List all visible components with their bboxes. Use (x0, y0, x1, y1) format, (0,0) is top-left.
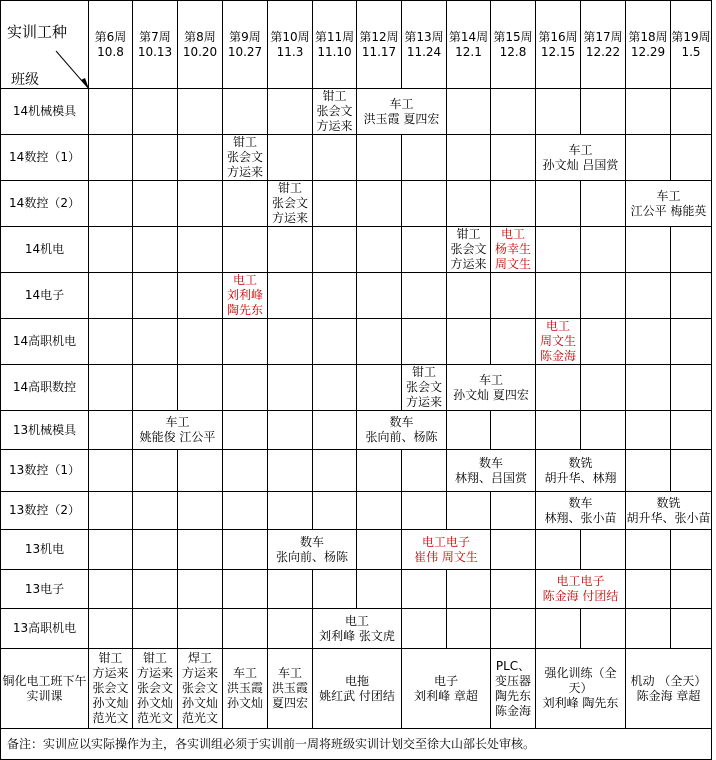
schedule-cell: 车工 江公平 梅能英 (626, 181, 712, 227)
corner-bottom-label: 班级 (11, 72, 39, 88)
table-row (1, 530, 712, 570)
class-name: 14电子 (1, 273, 89, 319)
table-row (1, 273, 712, 319)
week-date: 10.8 (97, 44, 124, 59)
week-header (357, 1, 402, 89)
header-row (1, 1, 712, 89)
week-label: 第18周 (628, 29, 668, 44)
schedule-cell: 电工 周文生 陈金海 (536, 319, 581, 365)
schedule-cell: 数车 张向前、杨陈 (268, 530, 357, 570)
schedule-cell: 焊工 方运来 张会文 孙文灿 范光文 (178, 649, 223, 729)
schedule-cell: 钳工 张会文 方运来 (447, 227, 491, 273)
afternoon-label: 铜化电工班下午实训课 (1, 649, 89, 729)
week-label: 第19周 (671, 29, 711, 44)
week-header (491, 1, 536, 89)
table-row (1, 609, 712, 649)
schedule-cell: 钳工 方运来 张会文 孙文灿 范光文 (133, 649, 178, 729)
week-label: 第8周 (184, 29, 216, 44)
schedule-cell: 钳工 张会文 方运来 (313, 89, 357, 135)
week-header (447, 1, 491, 89)
class-name: 13机械模具 (1, 411, 89, 450)
schedule-cell: 电工 杨幸生 周文生 (491, 227, 536, 273)
week-header (178, 1, 223, 89)
class-name: 13机电 (1, 530, 89, 570)
week-label: 第10周 (270, 29, 310, 44)
corner-top-label: 实训工种 (7, 23, 68, 41)
week-header (223, 1, 268, 89)
schedule-cell: 钳工 张会文 方运来 (268, 181, 313, 227)
schedule-cell: 数车 张向前、杨陈 (357, 411, 447, 450)
week-date: 12.1 (455, 44, 482, 59)
schedule-cell: 钳工 张会文 方运来 (402, 365, 447, 411)
week-date: 11.24 (406, 44, 442, 59)
class-name: 14高职机电 (1, 319, 89, 365)
note-row (1, 729, 712, 760)
schedule-cell: 钳工 方运来 张会文 孙文灿 范光文 (89, 649, 133, 729)
schedule-cell: 数车 林翔、吕国赏 (447, 450, 536, 492)
class-name: 14机电 (1, 227, 89, 273)
week-header (89, 1, 133, 89)
schedule-cell: 电拖 姚红武 付团结 (313, 649, 402, 729)
week-date: 10.20 (182, 44, 218, 59)
class-name: 13数控（1） (1, 450, 89, 492)
week-header (536, 1, 581, 89)
class-name: 14机械模具 (1, 89, 89, 135)
schedule-cell: 强化训练（全天） 刘利峰 陶先东 (536, 649, 626, 729)
schedule-cell: 数铣 胡升华、林翔 (536, 450, 626, 492)
week-header (581, 1, 626, 89)
week-header (626, 1, 671, 89)
note-text: 备注：实训应以实际操作为主，各实训组必须于实训前一周将班级实训计划交至徐大山部长处审核。 (1, 729, 712, 760)
table-row (1, 135, 712, 181)
schedule-cell: 车工 洪玉霞 夏四宏 (268, 649, 313, 729)
week-label: 第9周 (229, 29, 261, 44)
table-row (1, 365, 712, 411)
week-label: 第11周 (314, 29, 355, 44)
table-row (1, 411, 712, 450)
corner-header (1, 1, 89, 89)
table-row (1, 492, 712, 530)
schedule-cell: PLC、变压器 陶先东 陈金海 (491, 649, 536, 729)
class-name: 13数控（2） (1, 492, 89, 530)
week-date: 10.27 (227, 44, 263, 59)
schedule-cell: 车工 洪玉霞 孙文灿 (223, 649, 268, 729)
schedule-cell: 电工电子 陈金海 付团结 (536, 570, 626, 609)
week-date: 1.5 (681, 44, 701, 59)
table-row (1, 227, 712, 273)
class-name: 13高职机电 (1, 609, 89, 649)
schedule-cell: 电工 刘利峰 张文虎 (313, 609, 402, 649)
table-row (1, 181, 712, 227)
week-label: 第17周 (583, 29, 623, 44)
schedule-cell: 机动 （全天） 陈金海 章超 (626, 649, 712, 729)
week-header (402, 1, 447, 89)
week-label: 第13周 (404, 29, 444, 44)
table-row (1, 89, 712, 135)
week-date: 12.8 (499, 44, 527, 59)
schedule-cell: 电工电子 崔伟 周文生 (402, 530, 491, 570)
week-header (133, 1, 178, 89)
week-label: 第14周 (448, 29, 489, 44)
table-row (1, 570, 712, 609)
week-label: 第12周 (359, 29, 399, 44)
schedule-cell: 数铣 胡升华、张小苗 (626, 492, 712, 530)
schedule-cell: 钳工 张会文 方运来 (223, 135, 268, 181)
schedule-cell: 车工 姚能俊 江公平 (133, 411, 223, 450)
week-label: 第7周 (139, 29, 171, 44)
schedule-cell: 车工 洪玉霞 夏四宏 (357, 89, 447, 135)
afternoon-row (1, 649, 712, 729)
week-date: 11.10 (317, 44, 352, 59)
class-name: 14数控（1） (1, 135, 89, 181)
week-label: 第6周 (94, 29, 127, 44)
class-name: 13电子 (1, 570, 89, 609)
week-date: 10.13 (137, 44, 173, 59)
week-header (268, 1, 313, 89)
week-label: 第16周 (538, 29, 578, 44)
schedule-cell: 数车 林翔、张小苗 (536, 492, 626, 530)
table-row (1, 450, 712, 492)
class-name: 14数控（2） (1, 181, 89, 227)
week-date: 12.15 (540, 44, 576, 59)
week-date: 12.29 (630, 44, 666, 59)
class-name: 14高职数控 (1, 365, 89, 411)
week-header (313, 1, 357, 89)
week-label: 第15周 (493, 29, 533, 44)
schedule-cell: 电工 刘利峰 陶先东 (223, 273, 268, 319)
week-date: 12.22 (585, 44, 621, 59)
week-date: 11.3 (276, 44, 304, 59)
schedule-cell: 车工 孙文灿 吕国赏 (536, 135, 626, 181)
week-header (671, 1, 712, 89)
schedule-cell: 电子 刘利峰 章超 (402, 649, 491, 729)
schedule-cell: 车工 孙文灿 夏四宏 (447, 365, 536, 411)
week-date: 11.17 (361, 44, 397, 59)
table-row (1, 319, 712, 365)
